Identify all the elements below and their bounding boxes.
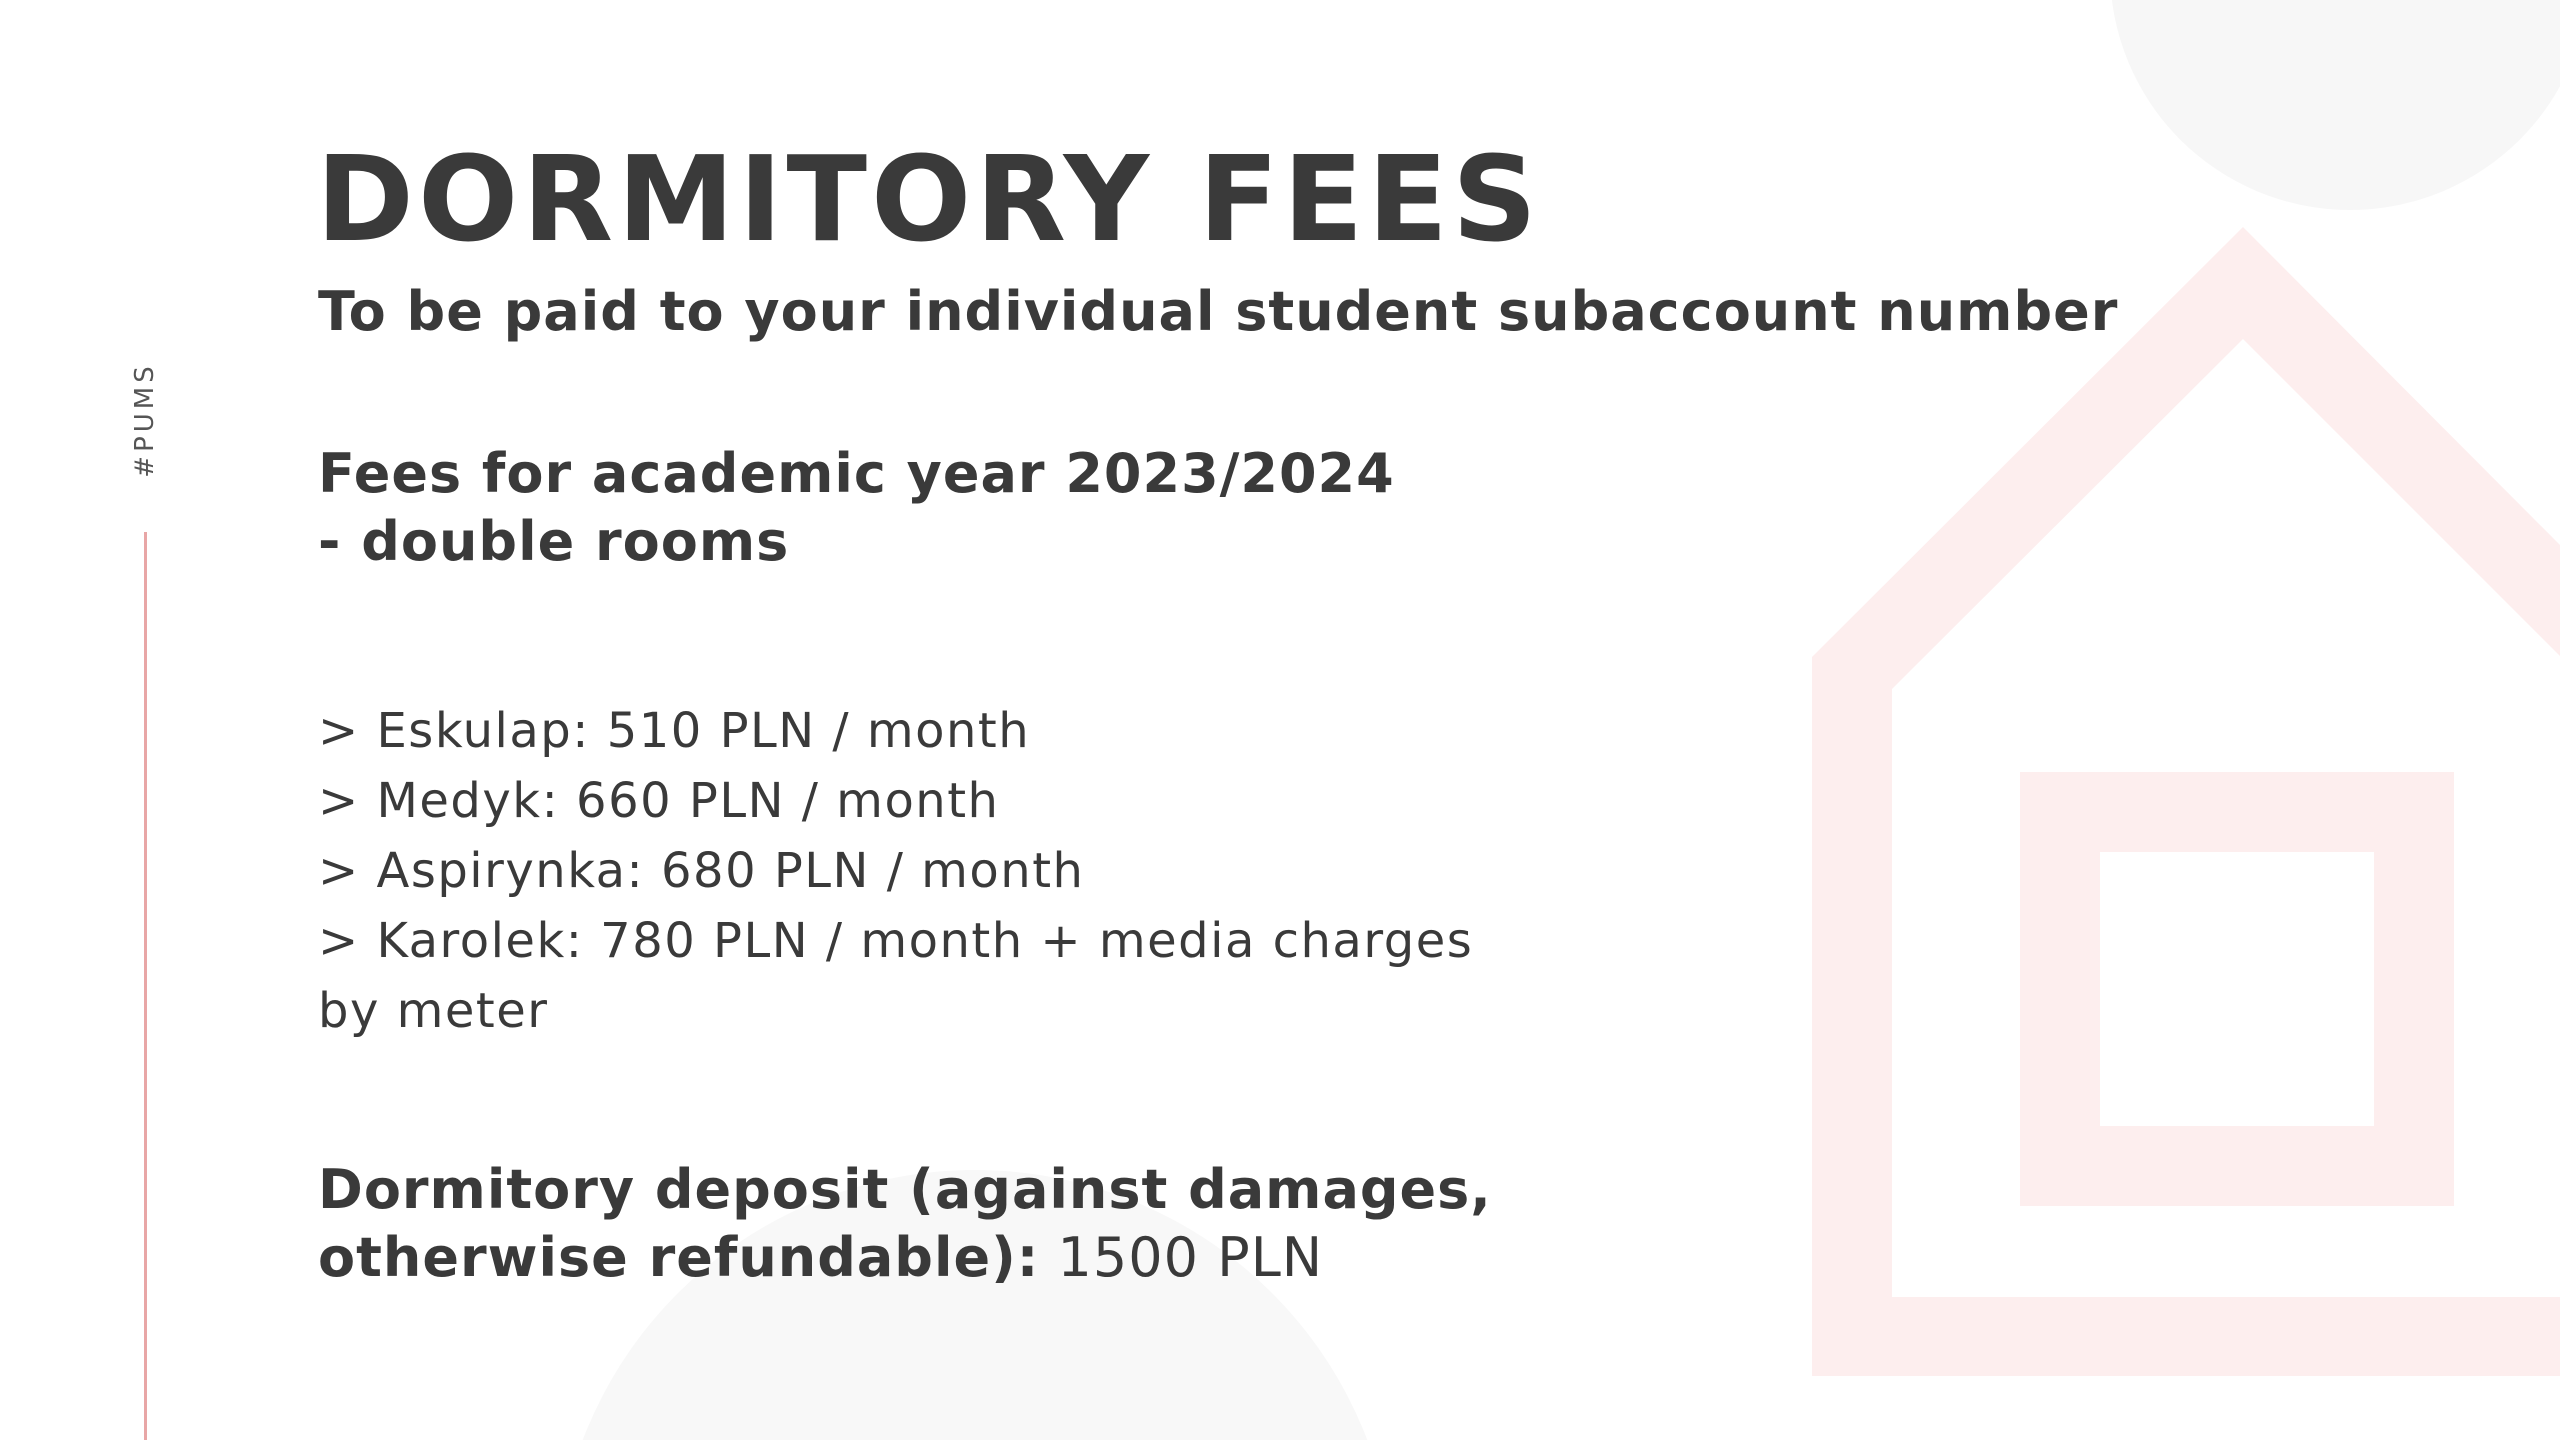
fee-item-medyk: > Medyk: 660 PLN / month bbox=[318, 773, 1000, 829]
deposit-amount: 1500 PLN bbox=[1057, 1226, 1324, 1289]
deposit-label-line-1: Dormitory deposit (against damages, bbox=[318, 1158, 1492, 1221]
section-heading bbox=[318, 440, 1395, 576]
page-subtitle: To be paid to your individual student subaccount number bbox=[318, 280, 2119, 343]
deposit-label-line-2: otherwise refundable): bbox=[318, 1226, 1040, 1289]
house-outline-icon bbox=[1812, 227, 2560, 1376]
side-hashtag bbox=[125, 362, 165, 478]
page-title: DORMITORY FEES bbox=[316, 130, 1541, 268]
fee-item-aspirynka: > Aspirynka: 680 PLN / month bbox=[318, 843, 1085, 899]
section-heading-line-2: - double rooms bbox=[318, 510, 790, 573]
fee-list bbox=[318, 696, 1473, 1046]
fee-item-eskulap: > Eskulap: 510 PLN / month bbox=[318, 703, 1031, 759]
side-hashtag-text: #PUMS bbox=[130, 362, 160, 478]
top-right-circle bbox=[2110, 0, 2560, 210]
fee-item-karolek-continued: by meter bbox=[318, 983, 549, 1039]
deposit-info bbox=[318, 1156, 1492, 1292]
fee-item-karolek: > Karolek: 780 PLN / month + media charges bbox=[318, 913, 1474, 969]
side-accent-line bbox=[144, 532, 147, 1440]
section-heading-line-1: Fees for academic year 2023/2024 bbox=[318, 442, 1395, 505]
